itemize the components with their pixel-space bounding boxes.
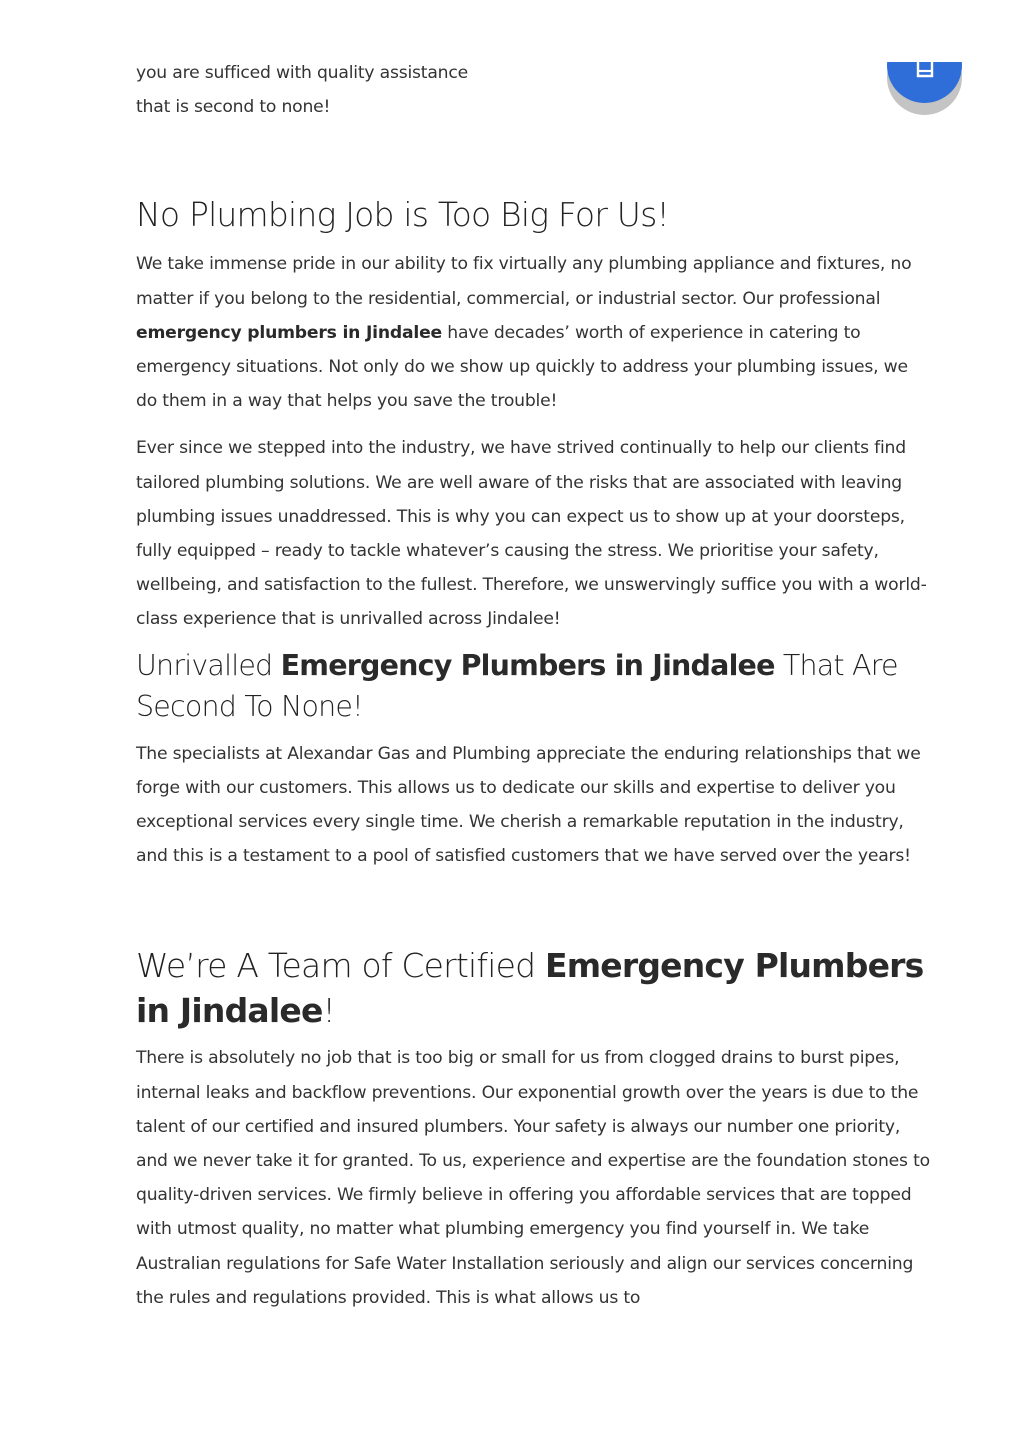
section3-paragraph-1: There is absolutely no job that is too big or small for us from clogged drains to burst pipes, internal leaks and backflow preventions. Our exponential growth over the years is due to the talent of our certified and insured plumbers. Your safety is always our number one priority, and we never take it for granted. To us, experience and expertise are the foundation stones to quality-driven services. We firmly believe in offering you affordable services that are topped with utmost quality, no matter what plumbing emergency you find yourself in. We take Australian regulations for Safe Water Installation seriously and align our services concerning the rules and regulations provided. This is what allows us to [136,1048,930,1308]
section-heading-no-job-too-big: No Plumbing Job is Too Big For Us! [136,195,669,235]
fab-clip [880,0,970,62]
section3-heading-text-a: We’re A Team of Certified [136,946,545,986]
intro-text [136,56,932,124]
main-content [136,56,932,1315]
section1-paragraph-2: Ever since we stepped into the industry, we have strived continually to help our clients find tailored plumbing solutions. We are well aware of the risks that are associated with leaving plumbing issues unaddressed. This is why you can expect us to show up at your doorsteps, fully equipped – ready to tackle whatever’s causing the stress. We prioritise your safety, wellbeing, and satisfaction to the fullest. Therefore, we unswervingly suffice you with a world-class experience that is unrivalled across Jindalee! [136,438,927,630]
section3-heading-text-b: ! [322,991,335,1031]
section-heading-certified-team [136,943,932,1033]
section1-p1-text-a: We take immense pride in our ability to fix virtually any plumbing appliance and fixtures, no matter if you belong to the residential, commercial, or industrial sector. Our professional [136,254,912,309]
section1-p1-bold: emergency plumbers in Jindalee [136,322,443,343]
section3-heading-bold: Emergency Plumbers in Jindalee [136,946,924,1031]
section2-heading-text-a: Unrivalled [136,648,281,682]
section1-p1-text-b: have decades’ worth of experience in catering to emergency situations. Not only do we show up quickly to address your plumbing issues, we do them in a way that helps you save the trouble! [136,322,908,412]
section1-paragraph-1 [136,247,932,418]
section2-heading-bold: Emergency Plumbers in Jindalee [280,648,775,682]
intro-line-1: you are sufficed with quality assistance [136,63,468,83]
section2-heading-text-b: That Are Second To None! [136,648,898,723]
intro-line-2: that is second to none! [136,97,331,118]
section2-paragraph-1: The specialists at Alexandar Gas and Plumbing appreciate the enduring relationships that we forge with our customers. This allows us to dedicate our skills and expertise to deliver you exceptional services every single time. We cherish a remarkable reputation in the industry, and this is a testament to a pool of satisfied customers that we have served over the years! [136,743,921,867]
section-heading-unrivalled [136,645,932,727]
